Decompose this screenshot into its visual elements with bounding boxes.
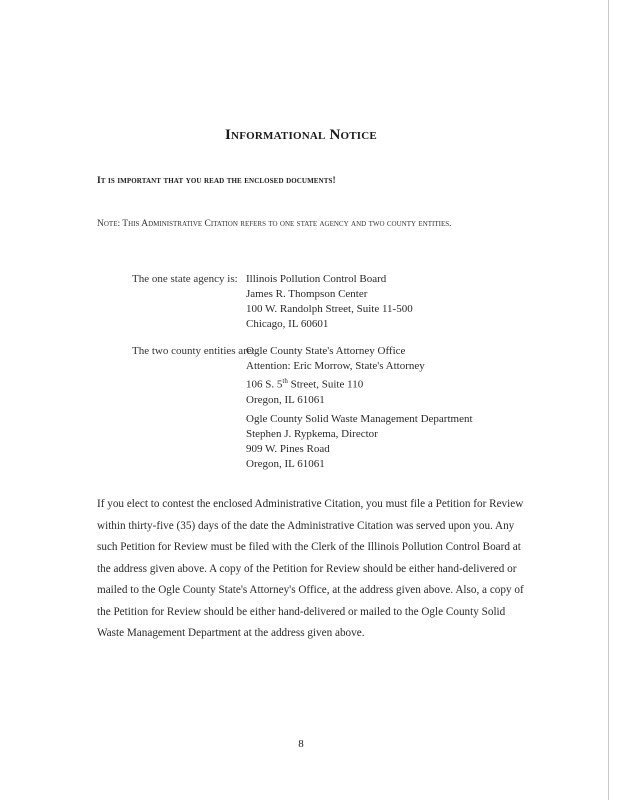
state-agency-address xyxy=(246,272,413,332)
address-line: 100 W. Randolph Street, Suite 11-500 xyxy=(246,303,413,315)
street-number: 106 S. 5 xyxy=(246,378,283,391)
page-number: 8 xyxy=(298,738,304,750)
address-line: Ogle County State's Attorney Office xyxy=(246,345,406,357)
county-entity-2-address xyxy=(246,412,473,472)
address-line: Oregon, IL 61061 xyxy=(246,458,325,470)
page-title: Informational Notice xyxy=(225,127,377,143)
address-line: Illinois Pollution Control Board xyxy=(246,273,387,285)
address-line: 909 W. Pines Road xyxy=(246,443,330,455)
body-paragraph: If you elect to contest the enclosed Administrative Citation, you must file a Petition for Review within thirty-five (35) days of the date the Administrative Citation was served upon you. Any such Petition for Review must be filed with the Clerk of the Illinois Pollution Control Board at the address given above. A copy of the Petition for Review should be either hand-delivered or mailed to the Ogle County State's Attorney's Office, at the address given above. Also, a copy of the Petition for Review should be either hand-delivered or mailed to the Ogle County Solid Waste Management Department at the address given above. xyxy=(97,498,524,639)
county-entities-label: The two county entities are: xyxy=(132,345,255,357)
page-edge-line xyxy=(608,0,609,800)
note-text: Note: This Administrative Citation refers to one state agency and two county entities. xyxy=(97,219,452,229)
address-line: James R. Thompson Center xyxy=(246,288,368,300)
address-line xyxy=(246,374,425,393)
ordinal-suffix: th xyxy=(282,377,288,385)
address-line: Chicago, IL 60601 xyxy=(246,318,329,330)
state-agency-label: The one state agency is: xyxy=(132,273,238,285)
county-entity-1-address xyxy=(246,344,425,408)
address-line: Oregon, IL 61061 xyxy=(246,393,325,406)
important-notice: It is important that you read the enclosed documents! xyxy=(97,176,336,186)
address-line: Stephen J. Rypkema, Director xyxy=(246,428,378,440)
address-line: Attention: Eric Morrow, State's Attorney xyxy=(246,360,425,372)
street-name: Street, Suite 110 xyxy=(287,378,364,391)
address-line: Ogle County Solid Waste Management Department xyxy=(246,413,473,425)
